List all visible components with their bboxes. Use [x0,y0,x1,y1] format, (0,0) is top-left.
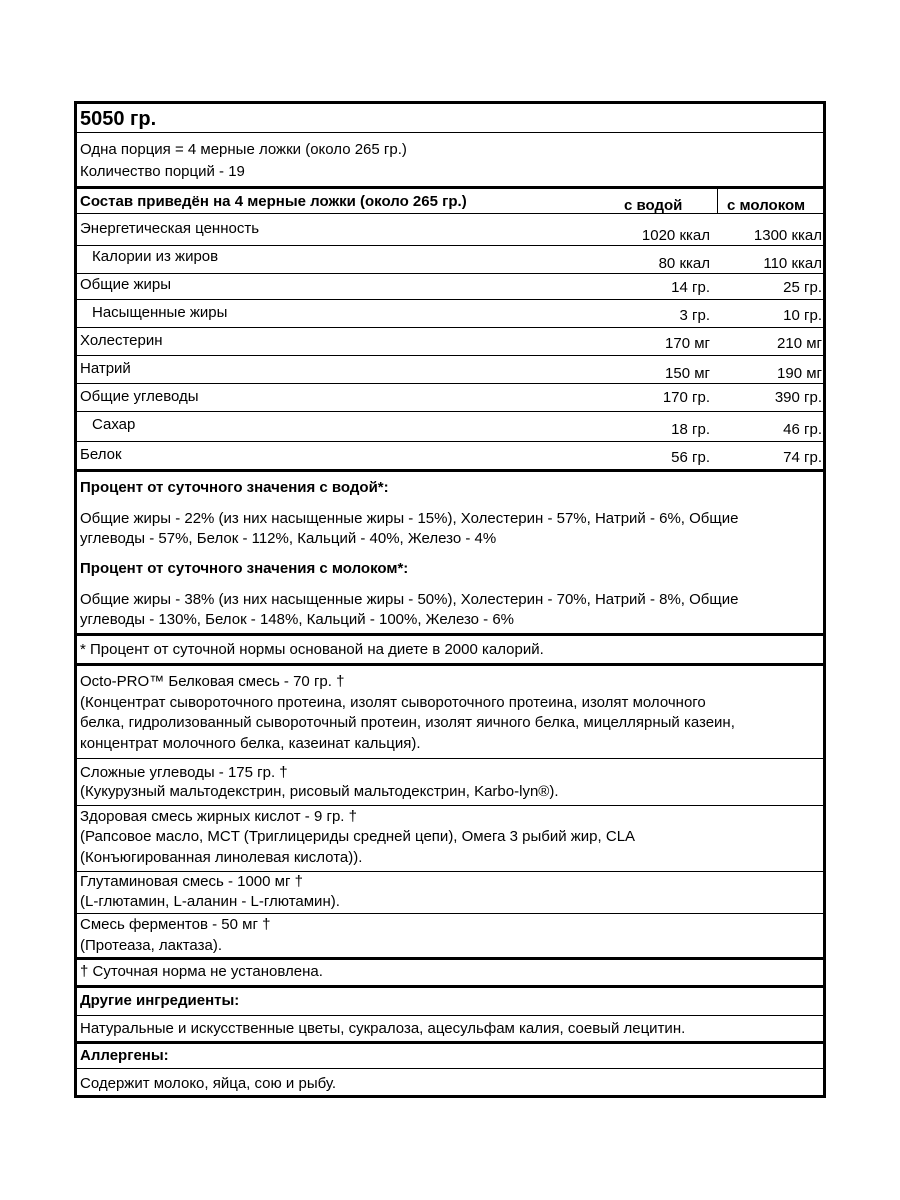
table-row-milk: 190 мг [777,365,822,382]
daily-water-title: Процент от суточного значения с водой*: [80,479,389,496]
divider [77,355,823,356]
table-row-name: Общие жиры [80,276,172,293]
divider [77,186,823,189]
protein-blend-text: концентрат молочного белка, казеинат кальция). [80,735,421,752]
table-row-name: Насыщенные жиры [92,304,228,321]
table-row-milk: 390 гр. [774,389,822,406]
table-row-name: Калории из жиров [92,248,219,265]
enzymes-blend-title: Смесь ферментов - 50 мг † [80,916,271,933]
divider [77,1015,823,1016]
divider [77,913,823,914]
divider [77,957,823,960]
daily-milk-title: Процент от суточного значения с молоком*: [80,560,409,577]
divider [77,1068,823,1069]
table-row-water: 150 мг [665,365,710,382]
table-row-water: 1020 ккал [641,227,710,244]
table-row-milk: 10 гр. [783,307,822,324]
daily-milk-text: Общие жиры - 38% (из них насыщенные жиры - 50%), Холестерин - 70%, Натрий - 8%, Общие [80,591,739,608]
divider [77,469,823,472]
serving-size: Одна порция = 4 мерные ложки (около 265 гр.) [80,141,407,158]
table-row-name: Натрий [80,360,131,377]
table-row-milk: 210 мг [777,335,822,352]
daily-water-text: Общие жиры - 22% (из них насыщенные жиры - 15%), Холестерин - 57%, Натрий - 6%, Общие [80,510,739,527]
table-row-milk: 46 гр. [783,421,822,438]
column-separator [717,189,718,213]
fats-blend-text: (Рапсовое масло, MCT (Триглицериды средней цепи), Омега 3 рыбий жир, CLA [80,828,636,845]
divider [77,245,823,246]
divider [77,663,823,666]
table-row-name: Холестерин [80,332,163,349]
table-row-name: Белок [80,446,122,463]
enzymes-blend-text: (Протеаза, лактаза). [80,937,222,954]
carbs-blend-title: Сложные углеводы - 175 гр. † [80,764,288,781]
allergens-text: Содержит молоко, яйца, сою и рыбу. [80,1075,337,1092]
package-weight: 5050 гр. [80,108,157,130]
allergens-title: Аллергены: [80,1047,169,1064]
protein-blend-title: Octo-PRO™ Белковая смесь - 70 гр. † [80,673,345,690]
other-ingredients-title: Другие ингредиенты: [80,992,240,1009]
divider [77,441,823,442]
divider [77,327,823,328]
table-row-water: 14 гр. [671,279,710,296]
dagger-footnote: † Суточная норма не установлена. [80,963,323,980]
column-water: с водой [624,197,683,214]
table-row-name: Сахар [92,416,136,433]
table-row-water: 3 гр. [679,307,710,324]
table-row-milk: 74 гр. [783,449,822,466]
divider [77,383,823,384]
glutamine-blend-text: (L-глютамин, L-аланин - L-глютамин). [80,893,340,910]
divider [77,132,823,133]
fats-blend-text: (Конъюгированная линолевая кислота)). [80,849,363,866]
divider [77,758,823,759]
divider [77,985,823,988]
diet-footnote: * Процент от суточной нормы основаной на диете в 2000 калорий. [80,641,544,658]
protein-blend-text: белка, гидролизованный сывороточный протеин, изолят яичного белка, мицеллярный казеин, [80,714,735,731]
divider [77,299,823,300]
table-row-milk: 1300 ккал [753,227,822,244]
carbs-blend-text: (Кукурузный мальтодекстрин, рисовый мальтодекстрин, Karbo-lyn®). [80,783,559,800]
divider [77,805,823,806]
table-heading: Состав приведён на 4 мерные ложки (около 265 гр.) [80,193,467,210]
divider [77,273,823,274]
table-row-water: 56 гр. [671,449,710,466]
column-milk: с молоком [727,197,806,214]
glutamine-blend-title: Глутаминовая смесь - 1000 мг † [80,873,303,890]
other-ingredients-text: Натуральные и искусственные цветы, сукралоза, ацесульфам калия, соевый лецитин. [80,1020,686,1037]
nutrition-label [74,101,826,1098]
daily-milk-text: углеводы - 130%, Белок - 148%, Кальций - 100%, Железо - 6% [80,611,515,628]
servings-count: Количество порций - 19 [80,163,245,180]
table-row-water: 18 гр. [671,421,710,438]
table-row-name: Энергетическая ценность [80,220,260,237]
divider [77,411,823,412]
divider [77,633,823,636]
table-row-name: Общие углеводы [80,388,199,405]
daily-water-text: углеводы - 57%, Белок - 112%, Кальций - 40%, Железо - 4% [80,530,497,547]
table-row-milk: 25 гр. [783,279,822,296]
table-row-water: 170 мг [665,335,710,352]
table-row-water: 170 гр. [662,389,710,406]
table-row-water: 80 ккал [658,255,710,272]
fats-blend-title: Здоровая смесь жирных кислот - 9 гр. † [80,808,357,825]
divider [77,1041,823,1044]
table-row-milk: 110 ккал [763,255,822,272]
protein-blend-text: (Концентрат сывороточного протеина, изолят сывороточного протеина, изолят молочного [80,694,706,711]
divider [77,213,823,214]
